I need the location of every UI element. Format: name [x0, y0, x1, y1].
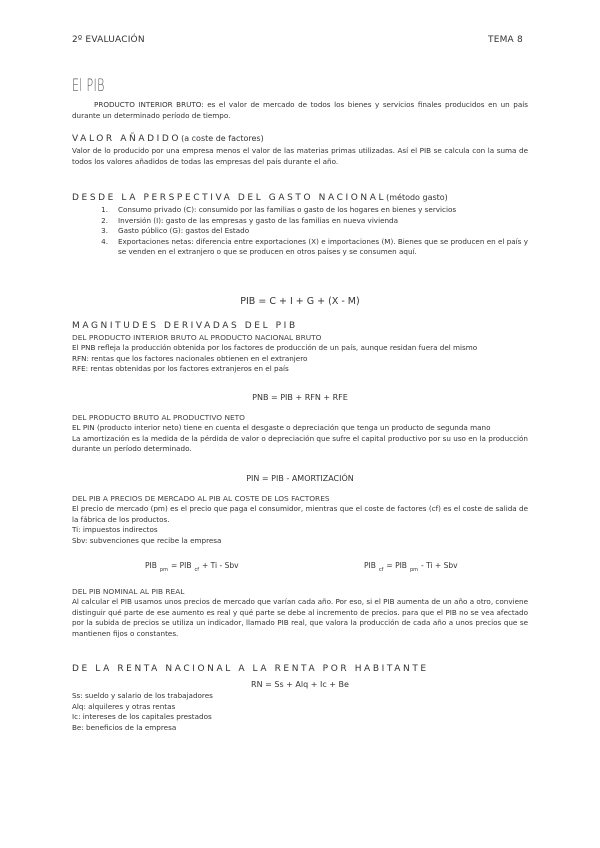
list-item: Be: beneficios de la empresa [72, 722, 177, 732]
cf-block [72, 504, 528, 546]
pin-block [72, 423, 528, 455]
section-heading: VALOR AÑADIDO [72, 134, 182, 144]
pin-formula: PIN = PIB - AMORTIZACIÓN [246, 474, 354, 483]
subheading-cf: DEL PIB A PRECIOS DE MERCADO AL PIB AL COSTE DE LOS FACTORES [72, 494, 330, 503]
section-renta-nacional: DE LA RENTA NACIONAL A LA RENTA POR HABITANTE [72, 664, 429, 674]
list-item: 3. Gasto público (G): gastos del Estado [101, 226, 250, 235]
renta-formula: RN = Ss + Alq + Ic + Be [251, 680, 349, 689]
pib-real-text: Al calcular el PIB usamos unos precios de mercado que varían cada año. Por eso, si el PIB aumenta de un año a otro, conviene distinguir qué parte de ese aumento es real y qué parte se debe al incremento de precios. para que el PIB no se vea afectado por la subida de precios se utiliza un indicador, llamado PIB real, que valora la producción de cada año a unos precios que se mantienen fijos o constantes. [72, 597, 528, 638]
rfn-definition: RFN: rentas que los factores nacionales obtienen en el extranjero [72, 353, 308, 363]
intro-paragraph: PRODUCTO INTERIOR BRUTO: es el valor de mercado de todos los bienes y servicios finales producidos en un país durante un determinado período de tiempo. [72, 100, 528, 120]
gasto-list [72, 205, 528, 258]
header-topic: TEMA 8 [488, 35, 523, 45]
page-title: El PIB [72, 76, 105, 96]
pnb-formula: PNB = PIB + RFN + RFE [252, 393, 348, 402]
valor-anadido-text: Valor de lo producido por una empresa menos el valor de las materias primas utilizadas. Así el PIB se calcula con la suma de todos los valores añadidos de todas las empresas del país durante el año. [72, 146, 528, 166]
list-item: Ic: intereses de los capitales prestados [72, 712, 212, 721]
gasto-formula: PIB = C + I + G + (X - M) [240, 296, 360, 307]
renta-definitions [72, 691, 528, 733]
sbv-definition: Sbv: subvenciones que recibe la empresa [72, 535, 222, 545]
cf-text: El precio de mercado (pm) es el precio que paga el consumidor, mientras que el coste de factores (cf) es el coste de salida de la fábrica de los productos. [72, 504, 528, 524]
equation-pib-pm: PIB $_{pm}$ = PIB $_{cf}$ + Ti - Sbv [145, 561, 239, 573]
ti-definition: Ti: impuestos indirectos [72, 525, 158, 534]
list-item: 1. Consumo privado (C): consumido por las familias o gasto de los hogares en bienes y servicios [101, 205, 457, 214]
subheading-pin: DEL PRODUCTO BRUTO AL PRODUCTIVO NETO [72, 413, 245, 422]
list-item: 2. Inversión (I): gasto de las empresas y gasto de las familias en nueva vivienda [101, 215, 399, 225]
section-gasto-nacional [72, 193, 542, 203]
header-evaluation: 2º EVALUACIÓN [72, 35, 145, 45]
subheading-pnb: DEL PRODUCTO INTERIOR BRUTO AL PRODUCTO NACIONAL BRUTO [72, 333, 322, 342]
pnb-text: El PNB refleja la producción obtenida por los factores de producción de un país, aunque residan fuera del mismo [72, 343, 478, 352]
pnb-block [72, 343, 528, 375]
subheading-real: DEL PIB NOMINAL AL PIB REAL [72, 587, 185, 596]
list-item: Alq: alquileres y otras rentas [72, 701, 176, 711]
section-magnitudes: MAGNITUDES DERIVADAS DEL PIB [72, 321, 298, 331]
section-subheading: (método gasto) [386, 193, 448, 202]
list-item: 4. Exportaciones netas: diferencia entre exportaciones (X) e importaciones (M). Bienes que se producen en el país y se venden en el extranjero o que se producen en otros países y se consumen aquí. [101, 236, 528, 256]
section-subheading: (a coste de factores) [181, 134, 264, 143]
amortizacion-text: La amortización es la medida de la pérdida de valor o depreciación que sufre el capital productivo por su uso en la producción durante un período determinado. [72, 433, 528, 453]
equation-pib-cf: PIB $_{cf}$ = PIB $_{pm}$ - Ti + Sbv [364, 561, 458, 573]
section-heading: DESDE LA PERSPECTIVA DEL GASTO NACIONAL [72, 193, 387, 203]
list-item: Ss: sueldo y salario de los trabajadores [72, 691, 213, 700]
pin-text: EL PIN (producto interior neto) tiene en cuenta el desgaste o depreciación que tenga un producto de segunda mano [72, 423, 491, 432]
section-valor-anadido [72, 134, 542, 144]
rfe-definition: RFE: rentas obtenidas por los factores extranjeros en el país [72, 364, 289, 373]
